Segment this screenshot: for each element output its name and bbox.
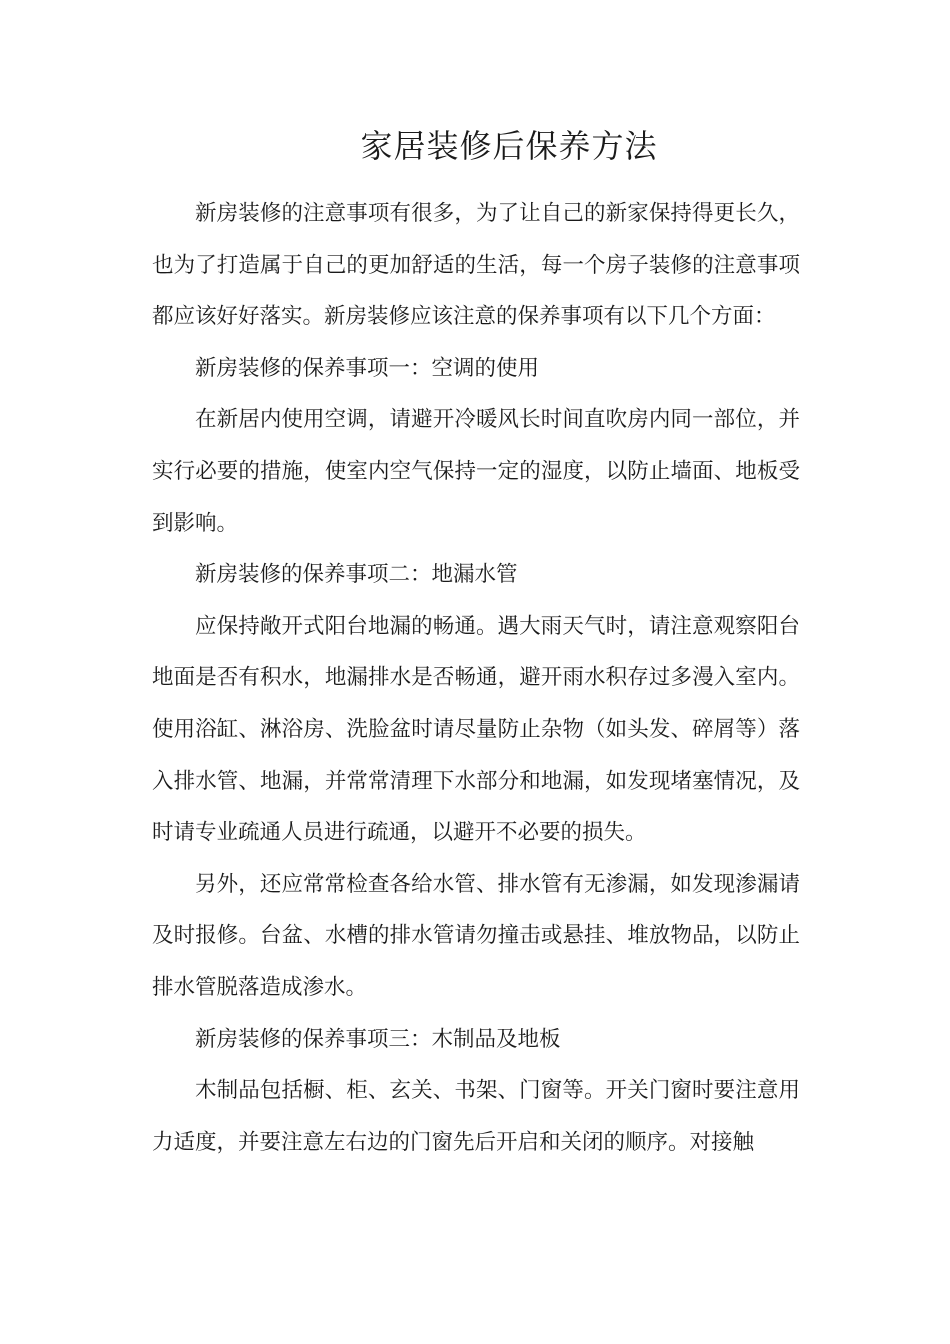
section-heading-woodwork: 新房装修的保养事项三：木制品及地板: [195, 1026, 561, 1052]
paragraph-air-conditioner: 在新居内使用空调，请避开冷暖风长时间直吹房内同一部位，并实行必要的措施，使室内空气保持一定的湿度，以防止墙面、地板受到影响。: [152, 407, 800, 536]
document-body: [152, 188, 800, 1168]
paragraph-woodwork: 木制品包括橱、柜、玄关、书架、门窗等。开关门窗时要注意用力适度，并要注意左右边的门窗先后开启和关闭的顺序。对接触: [152, 1078, 800, 1155]
paragraph-intro: 新房装修的注意事项有很多，为了让自己的新家保持得更长久，也为了打造属于自己的更加舒适的生活，每一个房子装修的注意事项都应该好好落实。新房装修应该注意的保养事项有以下几个方面：: [152, 201, 800, 330]
section-heading-air-conditioner: 新房装修的保养事项一：空调的使用: [195, 355, 540, 381]
section-heading-floor-drain: 新房装修的保养事项二：地漏水管: [195, 562, 518, 588]
document-title: 家居装修后保养方法: [360, 127, 658, 165]
paragraph-water-pipes: 另外，还应常常检查各给水管、排水管有无渗漏，如发现渗漏请及时报修。台盆、水槽的排水管请勿撞击或悬挂、堆放物品，以防止排水管脱落造成渗水。: [152, 871, 800, 1000]
paragraph-floor-drain: 应保持敞开式阳台地漏的畅通。遇大雨天气时，请注意观察阳台地面是否有积水，地漏排水是否畅通，避开雨水积存过多漫入室内。使用浴缸、淋浴房、洗脸盆时请尽量防止杂物（如头发、碎屑等）落入排水管、地漏，并常常清理下水部分和地漏，如发现堵塞情况，及时请专业疏通人员进行疏通，以避开不必要的损失。: [152, 613, 800, 846]
